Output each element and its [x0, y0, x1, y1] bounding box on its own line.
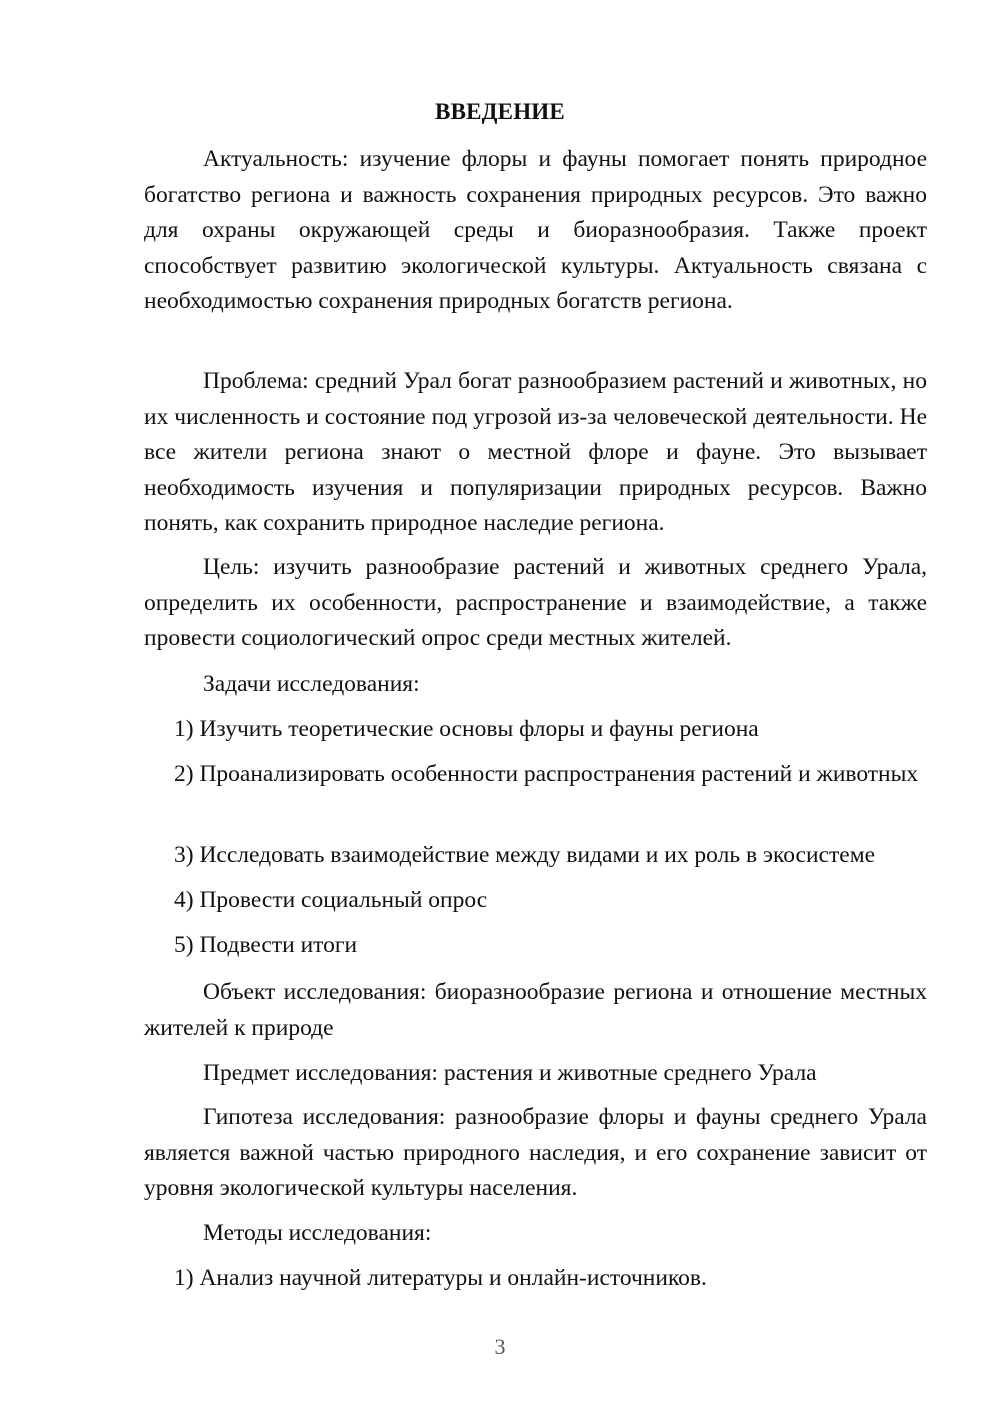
- paragraph-problem: Проблема: средний Урал богат разнообразием растений и животных, но их численность и состояние под угрозой из-за человеческой деятельности. Не все жители региона знают о местной флоре и фауне. Это вызывает необходимость изучения и популяризации природных ресурсов. Важно понять, как сохранить природное наследие региона.: [144, 368, 927, 536]
- paragraph-object: Объект исследования: биоразнообразие региона и отношение местных жителей к природе: [144, 979, 927, 1041]
- task-item-3: 3) Исследовать взаимодействие между видами и их роль в экосистеме: [174, 842, 875, 868]
- paragraph-subject: Предмет исследования: растения и животные среднего Урала: [203, 1060, 817, 1086]
- tasks-title: Задачи исследования:: [203, 671, 420, 697]
- method-item-1: 1) Анализ научной литературы и онлайн-источников.: [174, 1265, 707, 1291]
- task-item-2: 2) Проанализировать особенности распространения растений и животных: [174, 761, 919, 787]
- section-heading: ВВЕДЕНИЕ: [435, 99, 565, 124]
- paragraph-hypothesis: Гипотеза исследования: разнообразие флоры и фауны среднего Урала является важной частью природного наследия, и его сохранение зависит от уровня экологической культуры населения.: [144, 1104, 927, 1201]
- task-item-1: 1) Изучить теоретические основы флоры и фауны региона: [174, 716, 759, 742]
- methods-title: Методы исследования:: [203, 1220, 432, 1246]
- page-number: 3: [494, 1334, 506, 1359]
- paragraph-goal: Цель: изучить разнообразие растений и животных среднего Урала, определить их особенности, распространение и взаимодействие, а также провести социологический опрос среди местных жителей.: [144, 554, 927, 651]
- task-item-5: 5) Подвести итоги: [174, 932, 358, 958]
- paragraph-relevance: Актуальность: изучение флоры и фауны помогает понять природное богатство региона и важность сохранения природных ресурсов. Это важно для охраны окружающей среды и биоразнообразия. Также проект способствует развитию экологической культуры. Актуальность связана с необходимостью сохранения природных богатств региона.: [144, 146, 927, 314]
- task-item-4: 4) Провести социальный опрос: [174, 887, 488, 913]
